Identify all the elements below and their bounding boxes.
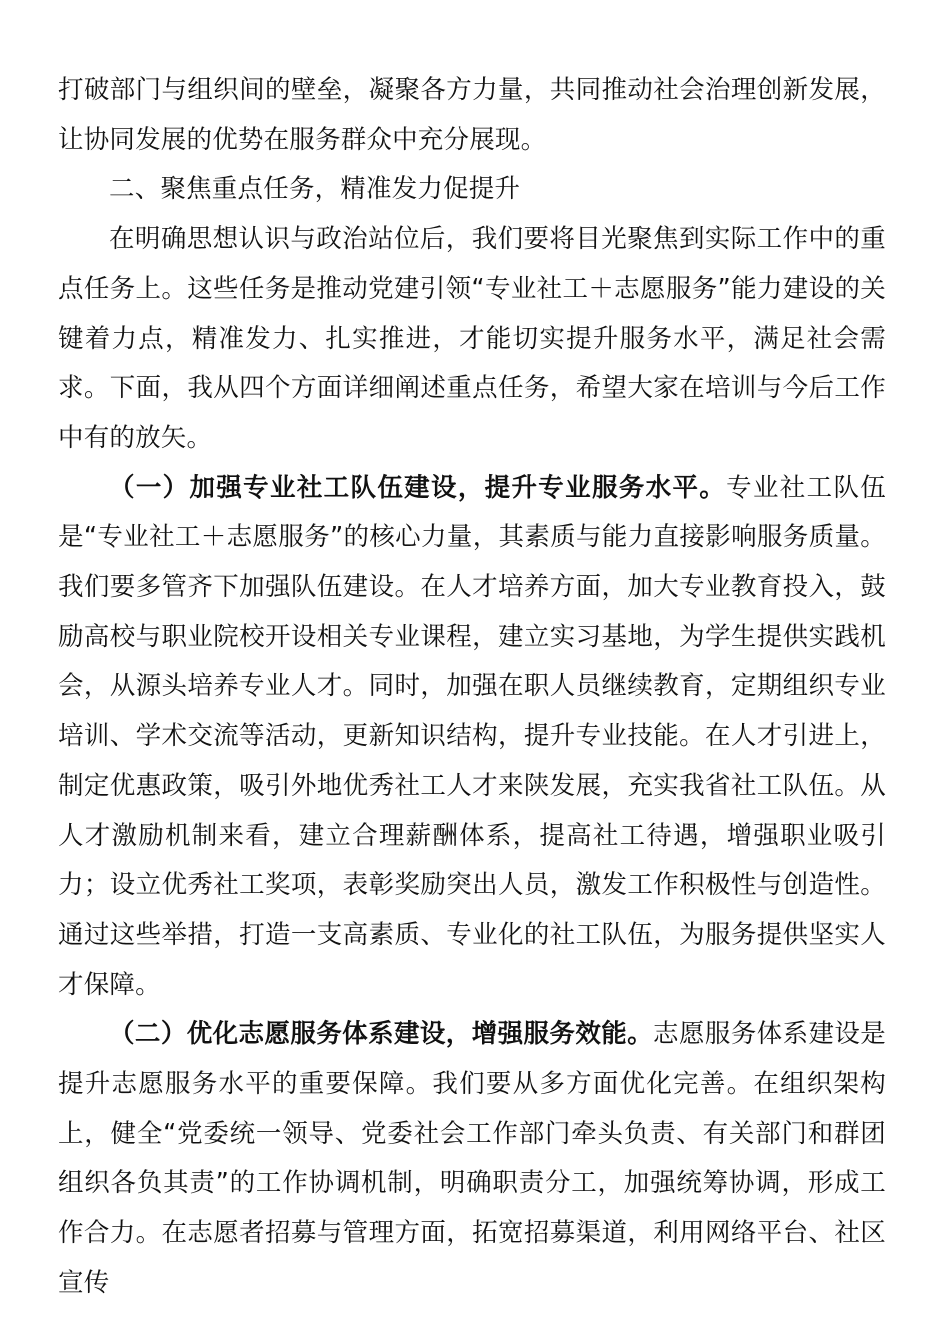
paragraph-4	[58, 1010, 886, 1308]
paragraph-1: 打破部门与组织间的壁垒，凝聚各方力量，共同推动社会治理创新发展，让协同发展的优势在服务群众中充分展现。	[58, 75, 886, 155]
section-two-heading: 二、聚焦重点任务，精准发力促提升	[109, 174, 521, 205]
paragraph-4-body: 志愿服务体系建设是提升志愿服务水平的重要保障。我们要从多方面优化完善。在组织架构上，健全“党委统一领导、党委社会工作部门牵头负责、有关部门和群团组织各负其责”的工作协调机制，明确职责分工，加强统筹协调，形成工作合力。在志愿者招募与管理方面，拓宽招募渠道，利用网络平台、社区宣传	[58, 1019, 886, 1298]
paragraph-4-lead: （二）优化志愿服务体系建设，增强服务效能。	[109, 1019, 654, 1050]
paragraph-3-lead: （一）加强专业社工队伍建设，提升专业服务水平。	[109, 472, 727, 503]
document-page	[58, 66, 886, 1309]
paragraph-3-body: 专业社工队伍是“专业社工＋志愿服务”的核心力量，其素质与能力直接影响服务质量。我们要多管齐下加强队伍建设。在人才培养方面，加大专业教育投入，鼓励高校与职业院校开设相关专业课程，建立实习基地，为学生提供实践机会，从源头培养专业人才。同时，加强在职人员继续教育，定期组织专业培训、学术交流等活动，更新知识结构，提升专业技能。在人才引进上，制定优惠政策，吸引外地优秀社工人才来陕发展，充实我省社工队伍。从人才激励机制来看，建立合理薪酬体系，提高社工待遇，增强职业吸引力；设立优秀社工奖项，表彰奖励突出人员，激发工作积极性与创造性。通过这些举措，打造一支高素质、专业化的社工队伍，为服务提供坚实人才保障。	[58, 472, 886, 1000]
paragraph-3	[58, 464, 886, 1011]
paragraph-2: 在明确思想认识与政治站位后，我们要将目光聚焦到实际工作中的重点任务上。这些任务是推动党建引领“专业社工＋志愿服务”能力建设的关键着力点，精准发力、扎实推进，才能切实提升服务水平，满足社会需求。下面，我从四个方面详细阐述重点任务，希望大家在培训与今后工作中有的放矢。	[58, 224, 886, 453]
